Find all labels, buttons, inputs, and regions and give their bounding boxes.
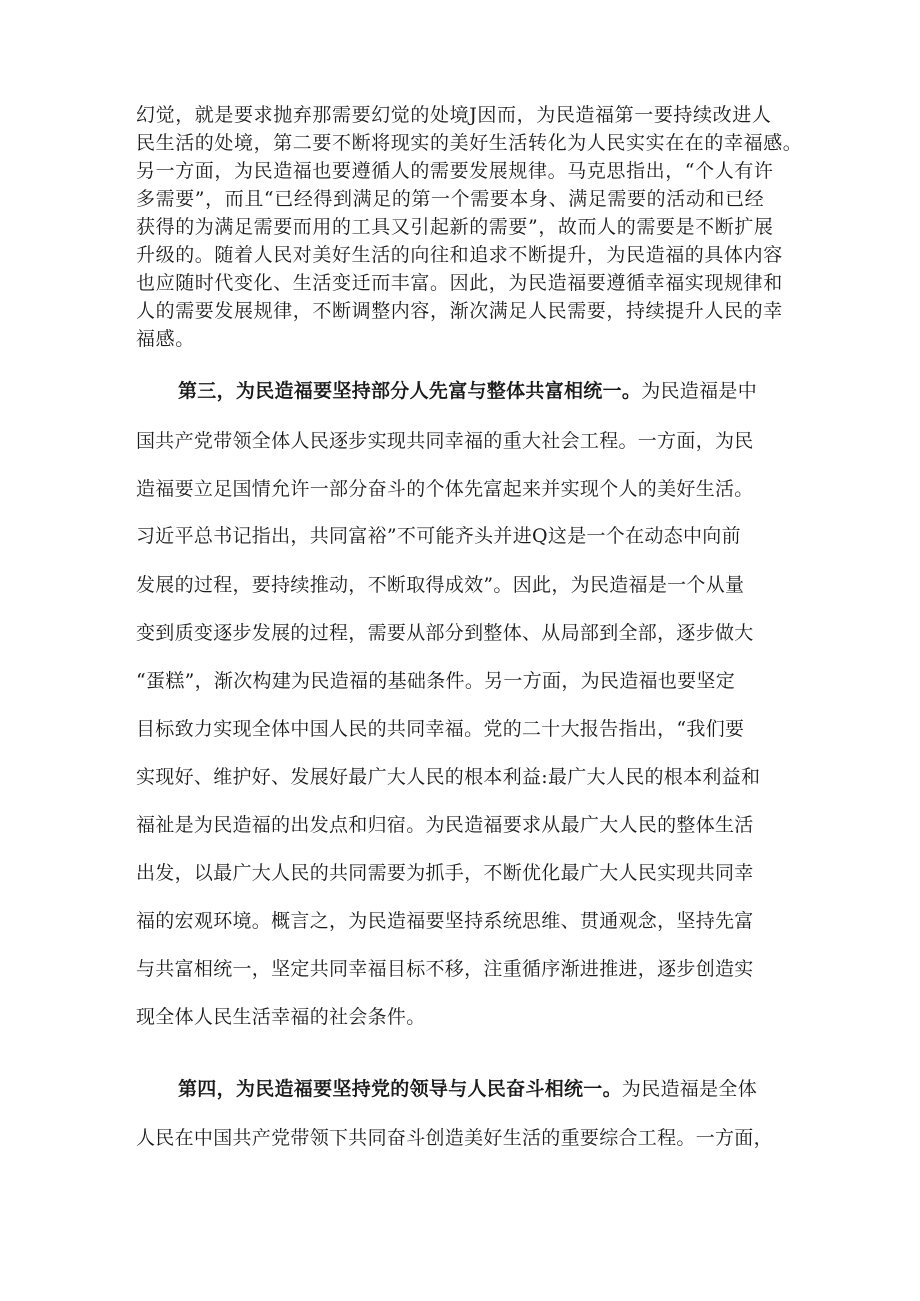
text-line: 多需要”，而且“已经得到满足的第一个需要本身、满足需要的活动和已经 [136,188,765,210]
text-line: 发展的过程，要持续推动，不断取得成效”。因此，为民造福是一个从量 [136,574,745,596]
text-line: 目标致力实现全体中国人民的共同幸福。党的二十大报告指出，“我们要 [136,718,745,740]
text-line: 幻觉，就是要求抛弃那需要幻觉的处境J因而，为民造福第一要持续改进人 [136,104,772,126]
text-line: 现全体人民生活幸福的社会条件。 [136,1006,426,1028]
text-line: 福的宏观环境。概言之，为民造福要坚持系统思维、贯通观念，坚持先富 [136,910,754,932]
text-line: 出发，以最广大人民的共同需要为抓手，不断优化最广大人民实现共同幸 [136,862,754,884]
heading-continuation: 为民造福是中 [641,380,758,402]
text-line: 人民在中国共产党带领下共同奋斗创造美好生活的重要综合工程。一方面， [136,1127,773,1149]
text-line: 福感。 [136,328,195,350]
text-line: 国共产党带领全体人民逐步实现共同幸福的重大社会工程。一方面，为民 [136,430,754,452]
text-line: 另一方面，为民造福也要遵循人的需要发展规律。马克思指出，“个人有许 [136,160,774,182]
text-line: 升级的。随着人民对美好生活的向往和追求不断提升，为民造福的具体内容 [136,244,783,266]
paragraph-first-line [178,1074,757,1101]
text-line: 造福要立足国情允许一部分奋斗的个体先富起来并实现个人的美好生活。 [136,478,754,500]
text-line: 福祉是为民造福的出发点和归宿。为民造福要求从最广大人民的整体生活 [136,814,754,836]
text-line: “蛋糕”，渐次构建为民造福的基础条件。另一方面，为民造福也要坚定 [136,670,736,692]
text-line: 民生活的处境，第二要不断将现实的美好生活转化为人民实实在在的幸福感。 [136,132,803,154]
text-line: 与共富相统一，坚定共同幸福目标不移，注重循序渐进推进，逐步创造实 [136,958,754,980]
text-line: 也应随时代变化、生活变迁而丰富。因此，为民造福要遵循幸福实现规律和 [136,272,783,294]
text-line: 人的需要发展规律，不断调整内容，渐次满足人民需要，持续提升人民的幸 [136,300,783,322]
paragraph-first-line [178,376,757,403]
paragraph-heading: 第四，为民造福要坚持党的领导与人民奋斗相统一。 [178,1078,622,1100]
text-line: 习近平总书记指出，共同富裕”不可能齐头并进Q这是一个在动态中向前 [136,525,741,547]
text-line: 实现好、维护好、发展好最广大人民的根本利益:最广大人民的根本利益和 [136,766,761,788]
text-line: 变到质变逐步发展的过程，需要从部分到整体、从局部到全部，逐步做大 [136,622,754,644]
text-line: 获得的为满足需要而用的工具又引起新的需要”，故而人的需要是不断扩展 [136,216,774,238]
heading-continuation: 为民造福是全体 [621,1078,758,1100]
paragraph-heading: 第三，为民造福要坚持部分人先富与整体共富相统一。 [178,380,642,402]
